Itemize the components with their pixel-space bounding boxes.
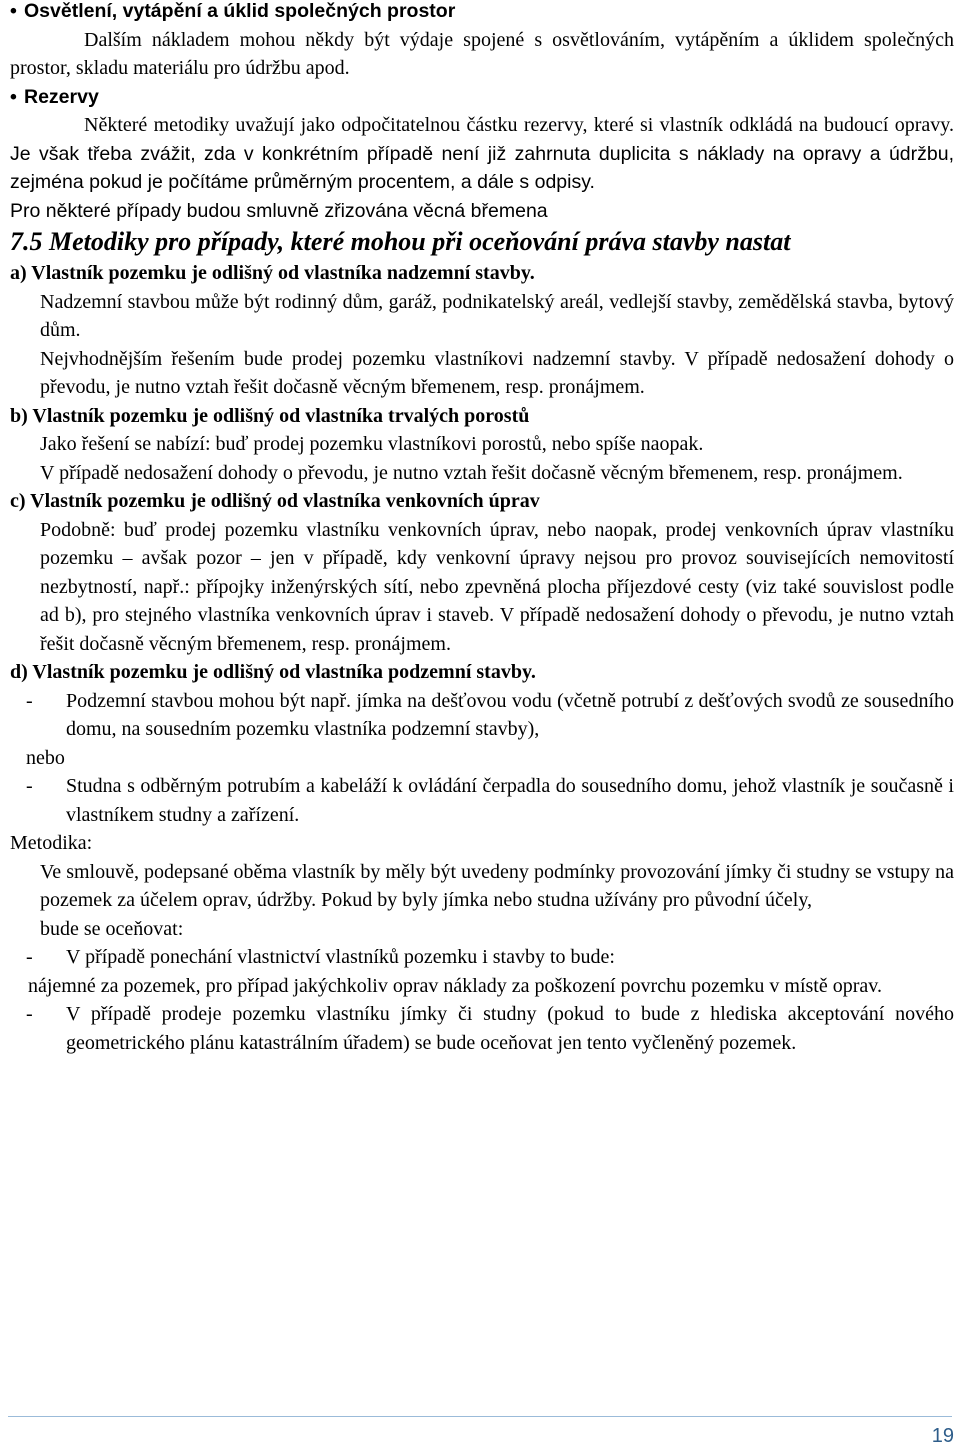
section-osvetleni-title <box>10 0 954 26</box>
section-heading: 7.5 Metodiky pro případy, které mohou při oceňování práva stavby nastat <box>10 227 791 256</box>
case-b-p1: Jako řešení se nabízí: buď prodej pozemku vlastníkovi porostů, nebo spíše naopak. <box>40 433 704 455</box>
rezervy-text-start: Některé metodiky uvažují jako odpočitatelnou částku rezervy, které si vlastník odkládá na budoucí opravy. <box>84 114 954 136</box>
case-c-p1: Podobně: buď prodej pozemku vlastníku venkovních úprav, nebo naopak, prodej venkovních úprav vlastníku pozemku – avšak pozor – jen v případě, kdy venkovní úpravy nejsou pro provoz souvisejících nemovitostí nezbytností, např.: přípojky inženýrských sítí, nebo zpevněná plocha příjezdové cesty (viz také souvislost podle ad b), pro stejného vlastníka venkovních úprav i staveb. V případě nedosažení dohody o převodu, je nutno vztah řešit dočasně věcným břemenem, resp. pronájmem. <box>40 518 954 655</box>
section-osvetleni-text: Dalším nákladem mohou někdy být výdaje spojené s osvětlováním, vytápěním a úklidem společných prostor, skladu materiálu pro údržbu apod. <box>10 28 954 79</box>
case-d-title: d) Vlastník pozemku je odlišný od vlastníka podzemní stavby. <box>10 661 536 683</box>
section-title-text: Rezervy <box>24 85 99 108</box>
case-a-title: a) Vlastník pozemku je odlišný od vlastníka nadzemní stavby. <box>10 262 535 284</box>
case-b-p2: V případě nedosažení dohody o převodu, je nutno vztah řešit dočasně věcným břemenem, resp. pronájmem. <box>40 461 903 484</box>
case-d-nebo: nebo <box>26 746 65 769</box>
case-d-item-2 <box>10 772 954 829</box>
case-a-p1: Nadzemní stavbou může být rodinný dům, garáž, podnikatelský areál, vedlejší stavby, zemědělská stavba, bytový dům. <box>40 290 954 341</box>
metodika-item-2-text: V případě prodeje pozemku vlastníku jímky či studny (pokud to bude z hlediska akceptování nového geometrického plánu katastrálním úřadem) se bude oceňovat jen tento vyčleněný pozemek. <box>66 1003 954 1054</box>
case-b-title: b) Vlastník pozemku je odlišný od vlastníka trvalých porostů <box>10 404 530 427</box>
metodika-item-1-text: V případě ponechání vlastnictví vlastníků pozemku i stavby to bude: <box>66 946 615 968</box>
section-rezervy-title <box>10 83 954 112</box>
document-page <box>10 0 954 1057</box>
dash-icon: - <box>26 1003 33 1025</box>
case-d-item-1 <box>10 687 954 744</box>
dash-icon: - <box>26 775 33 797</box>
case-d-item-1-text: Podzemní stavbou mohou být např. jímka na dešťovou vodu (včetně potrubí z dešťových svodů ze sousedního domu, na sousedním pozemku vlastníka podzemní stavby), <box>66 689 954 740</box>
metodika-item-1-cont: nájemné za pozemek, pro případ jakýchkoliv oprav náklady za poškození povrchu pozemku v místě oprav. <box>28 974 882 997</box>
case-c-title: c) Vlastník pozemku je odlišný od vlastníka venkovních úprav <box>10 490 540 512</box>
metodika-label: Metodika: <box>10 832 93 854</box>
footer-divider <box>8 1416 952 1417</box>
case-d-item-2-text: Studna s odběrným potrubím a kabeláží k ovládání čerpadla do sousedního domu, jehož vlastník je současně i vlastníkem studny a zařízení. <box>66 775 954 826</box>
section-title-text: Osvětlení, vytápění a úklid společných prostor <box>24 0 456 22</box>
metodika-item-2 <box>10 1000 954 1057</box>
page-number: 19 <box>931 1425 954 1447</box>
section-rezervy-text <box>10 111 954 197</box>
dash-icon: - <box>26 946 33 968</box>
rezervy-text-cont: Je však třeba zvážit, zda v konkrétním případě není již zahrnuta duplicita s náklady na opravy a údržbu, zejména pokud je počítáme průměrným procentem, a dále s odpisy. <box>10 142 954 193</box>
metodika-item-1 <box>10 943 954 972</box>
metodika-p2: bude se oceňovat: <box>40 917 184 940</box>
bullet-icon: • <box>10 0 17 22</box>
metodika-p1: Ve smlouvě, podepsané oběma vlastník by měly být uvedeny podmínky provozování jímky či studny se vstupy na pozemek za účelem oprav, údržby. Pokud by byly jímka nebo studna užívány pro původní účely, <box>40 860 954 911</box>
bullet-icon: • <box>10 85 17 108</box>
dash-icon: - <box>26 689 33 712</box>
case-a-p2: Nejvhodnějším řešením bude prodej pozemku vlastníkovi nadzemní stavby. V případě nedosažení dohody o převodu, je nutno vztah řešit dočasně věcným břemenem, resp. pronájmem. <box>40 347 954 398</box>
section-rezervy-line2: Pro některé případy budou smluvně zřizována věcná břemena <box>10 199 548 222</box>
